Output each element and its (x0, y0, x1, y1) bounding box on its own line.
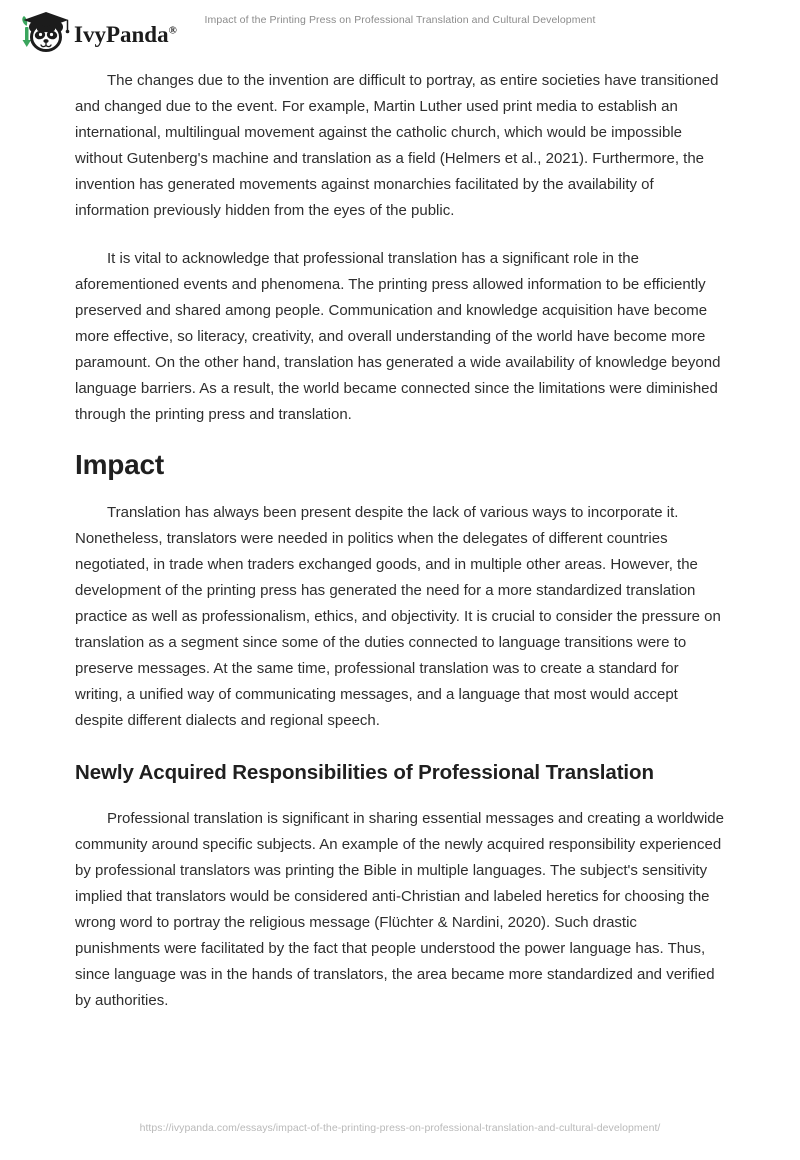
paragraph-3: Translation has always been present despite the lack of various ways to incorporate it. Nonetheless, translators were needed in politics when the delegates of different countries negotiated, in trade when traders exchanged goods, and in multiple other areas. However, the development of the printing press has generated the need for a more standardized translation practice as well as professionalism, ethics, and objectivity. It is crucial to consider the pressure on translation as a segment since some of the duties connected to language transitions were to preserve messages. At the same time, professional translation was to create a standard for writing, a unified way of communicating messages, and a language that most would accept despite different dialects and regional speech. (75, 504, 721, 729)
site-logo-text: IvyPanda (74, 21, 169, 47)
page-header (0, 0, 800, 64)
paragraph-4: Professional translation is significant in sharing essential messages and creating a worldwide community around specific subjects. An example of the newly acquired responsibility experienced by professional translators was printing the Bible in multiple languages. The subject's sensitivity implied that translators would be considered anti-Christian and labeled heretics for choosing the wrong word to portray the religious message (Flüchter & Nardini, 2020). Such drastic punishments were facilitated by the fact that people understood the power language has. Thus, since language was in the hands of translators, the area became more standardized and verified by authorities. (75, 810, 724, 1009)
registered-trademark-mark: ® (168, 23, 177, 36)
essay-body (75, 68, 725, 1036)
section-heading-newly-acquired-responsibilities: Newly Acquired Responsibilities of Professional Translation (75, 761, 654, 784)
page-footer (0, 1118, 800, 1136)
section-heading-impact: Impact (75, 449, 165, 480)
paragraph-1: The changes due to the invention are difficult to portray, as entire societies have transitioned and changed due to the event. For example, Martin Luther used print media to establish an international, multilingual movement against the catholic church, which would be impossible without Gutenberg's machine and translation as a field (Helmers et al., 2021). Furthermore, the invention has generated movements against monarchies facilitated by the availability of information previously hidden from the eyes of the public. (75, 72, 719, 219)
paragraph-2: It is vital to acknowledge that professional translation has a significant role in the aforementioned events and phenomena. The printing press allowed information to be efficiently preserved and shared among people. Communication and knowledge acquisition have become more effective, so literacy, creativity, and overall understanding of the world have become more paramount. On the other hand, translation has generated a wide availability of knowledge beyond language barriers. As a result, the world became connected since the limitations were diminished through the printing press and translation. (75, 250, 721, 423)
document-title: Impact of the Printing Press on Professional Translation and Cultural Development (204, 14, 596, 26)
source-url[interactable]: https://ivypanda.com/essays/impact-of-the-printing-press-on-professional-translation-and-cultural-development/ (139, 1122, 661, 1134)
